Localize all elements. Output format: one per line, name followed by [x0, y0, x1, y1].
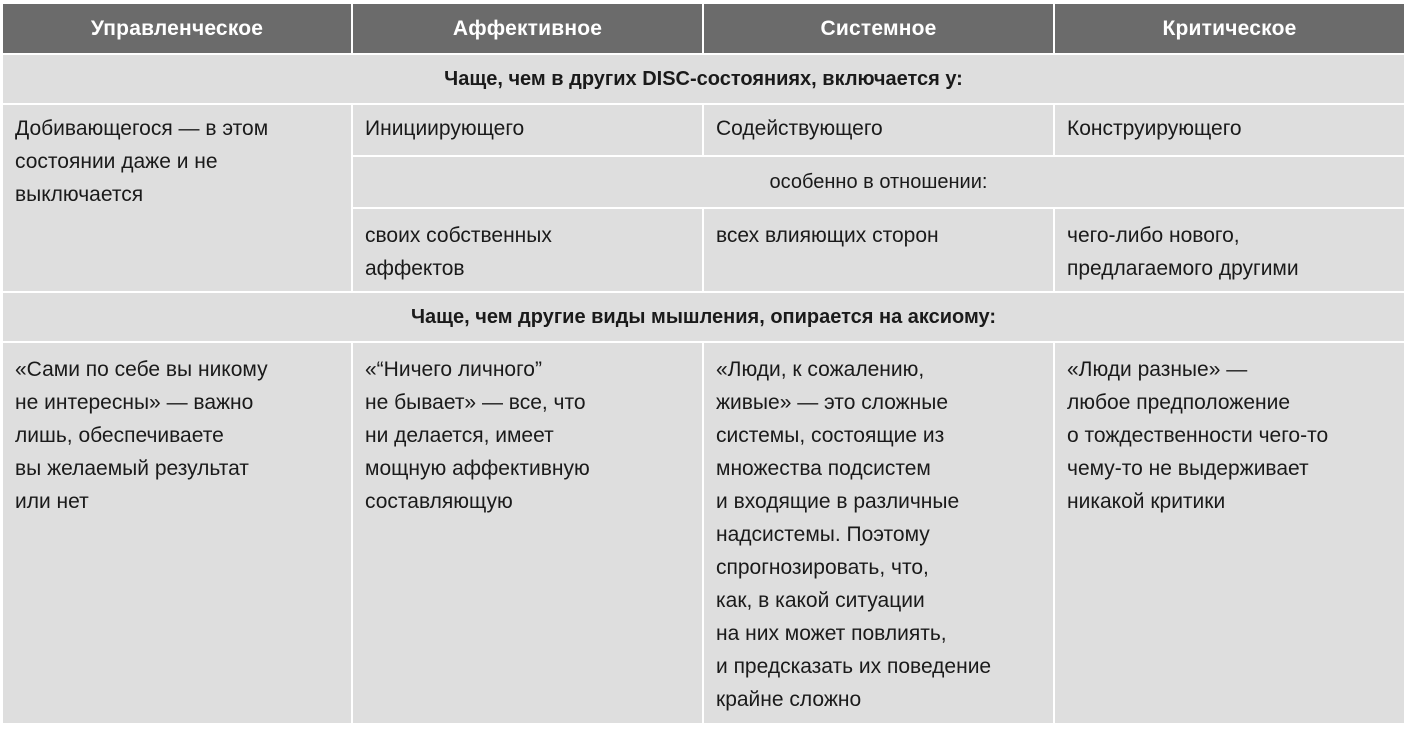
critical-disc-text: Конструирующего	[1067, 117, 1242, 140]
section-row-disc	[2, 54, 1405, 104]
especially-note: особенно в отношении:	[352, 156, 1405, 208]
section-row-axiom	[2, 292, 1405, 342]
critical-disc-cell	[1054, 104, 1405, 156]
management-disc-cell	[2, 104, 352, 292]
affective-detail-text: своих собственных аффектов	[365, 224, 552, 280]
header-management: Управленческое	[2, 3, 352, 54]
affective-axiom-cell	[352, 342, 703, 724]
affective-detail-cell	[352, 208, 703, 292]
critical-detail-cell	[1054, 208, 1405, 292]
critical-axiom-cell	[1054, 342, 1405, 724]
axiom-row	[2, 342, 1405, 724]
systemic-disc-text: Содействующего	[716, 117, 883, 140]
critical-detail-text: чего-либо нового, предлагаемого другими	[1067, 224, 1299, 280]
systemic-detail-cell	[703, 208, 1054, 292]
critical-axiom-text: «Люди разные» — любое предположение о тождественности чего-то чему-то не выдерживает никакой критики	[1067, 358, 1329, 513]
affective-axiom-text: «“Ничего личного” не бывает» — все, что ни делается, имеет мощную аффективную составляющую	[365, 358, 590, 513]
header-critical: Критическое	[1054, 3, 1405, 54]
affective-disc-cell	[352, 104, 703, 156]
header-systemic: Системное	[703, 3, 1054, 54]
thinking-types-table	[1, 2, 1406, 725]
management-axiom-cell	[2, 342, 352, 724]
section-title-axiom: Чаще, чем другие виды мышления, опирается на аксиому:	[2, 292, 1405, 342]
section-title-disc: Чаще, чем в других DISC-состояниях, включается у:	[2, 54, 1405, 104]
disc-state-row	[2, 104, 1405, 156]
systemic-detail-text: всех влияющих сторон	[716, 224, 939, 247]
header-row	[2, 3, 1405, 54]
systemic-disc-cell	[703, 104, 1054, 156]
management-axiom-text: «Сами по себе вы никому не интересны» — важно лишь, обеспечиваете вы желаемый результат или нет	[15, 358, 268, 513]
systemic-axiom-cell	[703, 342, 1054, 724]
systemic-axiom-text: «Люди, к сожалению, живые» — это сложные системы, состоящие из множества подсистем и входящие в различные надсистемы. Поэтому спрогнозировать, что, как, в какой ситуации на них может повлиять, и предсказать их поведение крайне сложно	[716, 358, 992, 711]
affective-disc-text: Инициирующего	[365, 117, 525, 140]
header-affective: Аффективное	[352, 3, 703, 54]
management-disc-text: Добивающегося — в этом состоянии даже и не выключается	[15, 117, 269, 206]
